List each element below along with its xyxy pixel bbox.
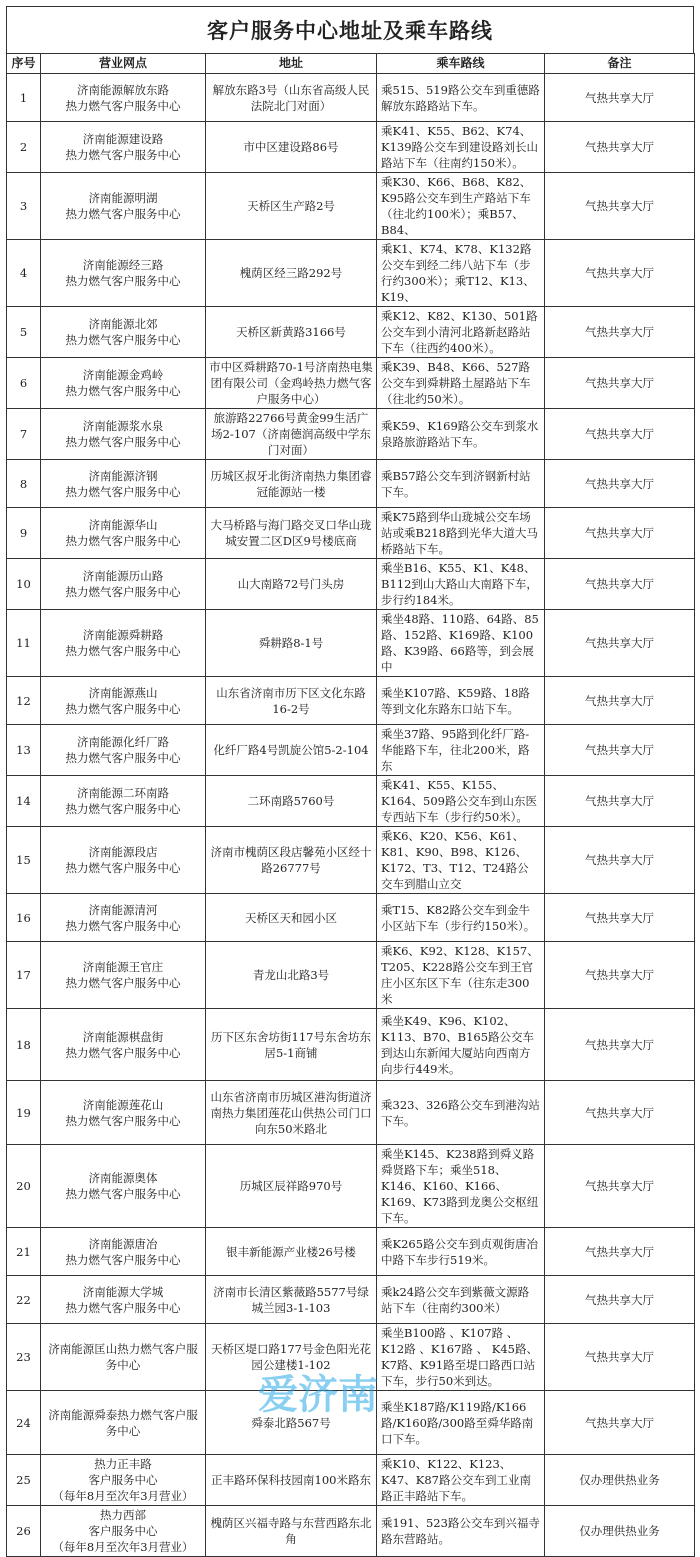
cell-address: 槐荫区兴福寺路与东营西路东北角 [206,1506,377,1557]
cell-site: 济南能源建设路 热力燃气客户服务中心 [41,122,206,173]
table-row [7,74,695,122]
table-row [7,1081,695,1145]
cell-no: 22 [7,1276,41,1324]
cell-note: 气热共享大厅 [545,358,695,409]
cell-note: 气热共享大厅 [545,173,695,240]
cell-address: 正丰路环保科技园南100米路东 [206,1455,377,1506]
cell-route: 乘K6、K92、K128、K157、T205、K228路公交车到王官庄小区东区下车（往东走300米 [377,942,545,1009]
cell-no: 18 [7,1009,41,1081]
cell-no: 5 [7,307,41,358]
cell-site: 热力正丰路 客户服务中心 （每年8月至次年3月营业） [41,1455,206,1506]
table-row [7,1009,695,1081]
table-row [7,122,695,173]
table-row [7,827,695,894]
cell-no: 14 [7,776,41,827]
cell-address: 化纤厂路4号凯旋公馆5-2-104 [206,725,377,776]
cell-site: 济南能源唐冶 热力燃气客户服务中心 [41,1228,206,1276]
cell-site: 济南能源华山 热力燃气客户服务中心 [41,508,206,559]
table-row [7,894,695,942]
cell-no: 8 [7,460,41,508]
table-row [7,559,695,610]
cell-note: 气热共享大厅 [545,1145,695,1228]
cell-no: 16 [7,894,41,942]
table-header-row [7,54,695,74]
cell-route: 乘K41、K55、B62、K74、K139路公交车到建设路刘长山路站下车（往南约150米）。 [377,122,545,173]
cell-no: 10 [7,559,41,610]
cell-route: 乘坐B100路 、K107路 、 K12路 、K167路 、 K45路、 K7路、K91路至堤口路西口站下车，步行50米到达。 [377,1324,545,1391]
cell-note: 气热共享大厅 [545,677,695,725]
cell-route: 乘K75路到华山珑城公交车场站或乘B218路到光华大道大马桥路站下车。 [377,508,545,559]
cell-note: 气热共享大厅 [545,1276,695,1324]
cell-note: 气热共享大厅 [545,460,695,508]
table-row [7,1276,695,1324]
cell-address: 大马桥路与海门路交叉口华山珑城安置二区D区9号楼底商 [206,508,377,559]
cell-address: 槐荫区经三路292号 [206,240,377,307]
watermark-text: 爱济南 [258,1372,378,1418]
table-row [7,1506,695,1557]
cell-route: 乘T15、K82路公交车到金牛小区站下车（步行约150米）。 [377,894,545,942]
cell-route: 乘坐K107路、K59路、18路等到文化东路东口站下车。 [377,677,545,725]
cell-note: 气热共享大厅 [545,122,695,173]
table-row [7,942,695,1009]
cell-address: 天桥区堤口路177号金色阳光花园公建楼1-102 [206,1324,377,1391]
cell-no: 23 [7,1324,41,1391]
cell-no: 4 [7,240,41,307]
table-row [7,1228,695,1276]
cell-address: 市中区建设路86号 [206,122,377,173]
cell-note: 气热共享大厅 [545,894,695,942]
cell-note: 气热共享大厅 [545,1324,695,1391]
cell-route: 乘坐B16、K55、K1、K48、B112到山大路山大南路下车，步行约184米。 [377,559,545,610]
table-row [7,776,695,827]
service-center-table [6,53,695,1557]
cell-route: 乘K30、K66、B68、K82、K95路公交车到生产路站下车（往北约100米）；乘B57、B84、 [377,173,545,240]
cell-no: 26 [7,1506,41,1557]
cell-route: 乘K10、K122、K123、K47、K87路公交车到工业南路正丰路站下车。 [377,1455,545,1506]
cell-site: 济南能源舜耕路 热力燃气客户服务中心 [41,610,206,677]
cell-address: 山大南路72号门头房 [206,559,377,610]
cell-site: 热力西部 客户服务中心 （每年8月至次年3月营业） [41,1506,206,1557]
cell-no: 20 [7,1145,41,1228]
cell-no: 6 [7,358,41,409]
cell-note: 气热共享大厅 [545,610,695,677]
cell-note: 气热共享大厅 [545,508,695,559]
cell-address: 旅游路22766号黄金99生活广场2-107（济南德润高级中学东门对面） [206,409,377,460]
cell-address: 山东省济南市历城区港沟街道济南热力集团莲花山供热公司门口向东50米路北 [206,1081,377,1145]
cell-note: 气热共享大厅 [545,1081,695,1145]
cell-site: 济南能源解放东路 热力燃气客户服务中心 [41,74,206,122]
cell-no: 25 [7,1455,41,1506]
header-note: 备注 [545,54,695,74]
cell-no: 19 [7,1081,41,1145]
cell-route: 乘323、326路公交车到港沟站下车。 [377,1081,545,1145]
table-row [7,1455,695,1506]
cell-note: 气热共享大厅 [545,1228,695,1276]
cell-site: 济南能源明湖 热力燃气客户服务中心 [41,173,206,240]
cell-route: 乘K59、K169路公交车到浆水泉路旅游路站下车。 [377,409,545,460]
cell-note: 仅办理供热业务 [545,1506,695,1557]
cell-note: 仅办理供热业务 [545,1455,695,1506]
cell-route: 乘K39、B48、K66、527路公交车到舜耕路土屋路站下车（往北约50米）。 [377,358,545,409]
cell-address: 天桥区新黄路3166号 [206,307,377,358]
cell-address: 济南市槐荫区段店馨苑小区经十路26777号 [206,827,377,894]
cell-no: 24 [7,1391,41,1455]
cell-no: 7 [7,409,41,460]
cell-no: 15 [7,827,41,894]
cell-route: 乘K265路公交车到贞观街唐冶中路下车步行519米。 [377,1228,545,1276]
cell-address: 天桥区生产路2号 [206,173,377,240]
table-row [7,725,695,776]
table-row [7,508,695,559]
cell-note: 气热共享大厅 [545,1009,695,1081]
cell-route: 乘B57路公交车到济钢新村站下车。 [377,460,545,508]
cell-note: 气热共享大厅 [545,74,695,122]
cell-site: 济南能源济钢 热力燃气客户服务中心 [41,460,206,508]
cell-no: 3 [7,173,41,240]
cell-site: 济南能源奥体 热力燃气客户服务中心 [41,1145,206,1228]
cell-note: 气热共享大厅 [545,942,695,1009]
cell-no: 21 [7,1228,41,1276]
table-row [7,173,695,240]
cell-route: 乘K12、K82、K130、501路公交车到小清河北路新赵路站下车（往西约400米）。 [377,307,545,358]
table-row [7,610,695,677]
table-row [7,240,695,307]
cell-site: 济南能源浆水泉 热力燃气客户服务中心 [41,409,206,460]
cell-site: 济南能源燕山 热力燃气客户服务中心 [41,677,206,725]
cell-site: 济南能源大学城 热力燃气客户服务中心 [41,1276,206,1324]
cell-note: 气热共享大厅 [545,240,695,307]
cell-address: 历下区东舍坊街117号东舍坊东居5-1商铺 [206,1009,377,1081]
header-address: 地址 [206,54,377,74]
cell-no: 17 [7,942,41,1009]
cell-no: 12 [7,677,41,725]
cell-site: 济南能源北郊 热力燃气客户服务中心 [41,307,206,358]
table-row [7,460,695,508]
cell-site: 济南能源匡山热力燃气客户服务中心 [41,1324,206,1391]
page-title: 客户服务中心地址及乘车路线 [6,6,694,54]
cell-note: 气热共享大厅 [545,725,695,776]
cell-address: 天桥区天和园小区 [206,894,377,942]
cell-route: 乘坐K49、K96、K102、K113、B70、B165路公交车到达山东新闻大厦站向西南方向步行449米。 [377,1009,545,1081]
cell-address: 解放东路3号（山东省高级人民法院北门对面） [206,74,377,122]
cell-note: 气热共享大厅 [545,307,695,358]
cell-address: 山东省济南市历下区文化东路16-2号 [206,677,377,725]
cell-address: 舜泰北路567号 [206,1391,377,1455]
cell-no: 2 [7,122,41,173]
cell-address: 舜耕路8-1号 [206,610,377,677]
cell-site: 济南能源金鸡岭 热力燃气客户服务中心 [41,358,206,409]
header-route: 乘车路线 [377,54,545,74]
cell-note: 气热共享大厅 [545,776,695,827]
cell-address: 历城区辰祥路970号 [206,1145,377,1228]
cell-route: 乘坐37路、95路到化纤厂路-华能路下车，往北200米，路东 [377,725,545,776]
cell-address: 市中区舜耕路70-1号济南热电集团有限公司（金鸡岭热力燃气客户服务中心） [206,358,377,409]
cell-route: 乘k24路公交车到紫薇文源路站下车（往南约300米） [377,1276,545,1324]
cell-site: 济南能源化纤厂路 热力燃气客户服务中心 [41,725,206,776]
cell-route: 乘191、523路公交车到兴福寺路东营路站。 [377,1506,545,1557]
cell-site: 济南能源段店 热力燃气客户服务中心 [41,827,206,894]
cell-address: 银丰新能源产业楼26号楼 [206,1228,377,1276]
cell-address: 二环南路5760号 [206,776,377,827]
cell-route: 乘坐K187路/K119路/K166路/K160路/300路至舜华路南口下车。 [377,1391,545,1455]
table-row [7,1145,695,1228]
table-row [7,1324,695,1391]
table-row [7,677,695,725]
cell-no: 1 [7,74,41,122]
cell-note: 气热共享大厅 [545,1391,695,1455]
cell-site: 济南能源二环南路 热力燃气客户服务中心 [41,776,206,827]
cell-no: 11 [7,610,41,677]
cell-route: 乘坐48路、110路、64路、85路、152路、K169路、K100路、K39路、66路等，到会展中 [377,610,545,677]
cell-site: 济南能源历山路 热力燃气客户服务中心 [41,559,206,610]
table-row [7,358,695,409]
cell-address: 历城区叔牙北街济南热力集团睿冠能源站一楼 [206,460,377,508]
cell-address: 济南市长清区紫薇路5577号绿城兰园3-1-103 [206,1276,377,1324]
table-row [7,307,695,358]
cell-route: 乘K41、K55、K155、K164、509路公交车到山东医专西站下车（步行约50米）。 [377,776,545,827]
cell-route: 乘K1、K74、K78、K132路公交车到经二纬八站下车（步行约300米）；乘T12、K13、K19、 [377,240,545,307]
cell-site: 济南能源清河 热力燃气客户服务中心 [41,894,206,942]
cell-route: 乘K6、K20、K56、K61、K81、K90、B98、K126、K172、T3、T12、T24路公交车到腊山立交 [377,827,545,894]
cell-route: 乘515、519路公交车到重德路解放东路路站下车。 [377,74,545,122]
cell-site: 济南能源莲花山 热力燃气客户服务中心 [41,1081,206,1145]
cell-site: 济南能源舜泰热力燃气客户服务中心 [41,1391,206,1455]
table-row [7,409,695,460]
table-row [7,1391,695,1455]
cell-note: 气热共享大厅 [545,827,695,894]
cell-site: 济南能源棋盘街 热力燃气客户服务中心 [41,1009,206,1081]
header-site: 营业网点 [41,54,206,74]
cell-route: 乘坐K145、K238路到舜义路舜贤路下车；乘坐518、K146、K160、K166、K169、K73路到龙奥公交枢纽下车。 [377,1145,545,1228]
header-no: 序号 [7,54,41,74]
cell-site: 济南能源经三路 热力燃气客户服务中心 [41,240,206,307]
cell-no: 13 [7,725,41,776]
cell-note: 气热共享大厅 [545,559,695,610]
cell-no: 9 [7,508,41,559]
cell-site: 济南能源王官庄 热力燃气客户服务中心 [41,942,206,1009]
cell-note: 气热共享大厅 [545,409,695,460]
cell-address: 青龙山北路3号 [206,942,377,1009]
